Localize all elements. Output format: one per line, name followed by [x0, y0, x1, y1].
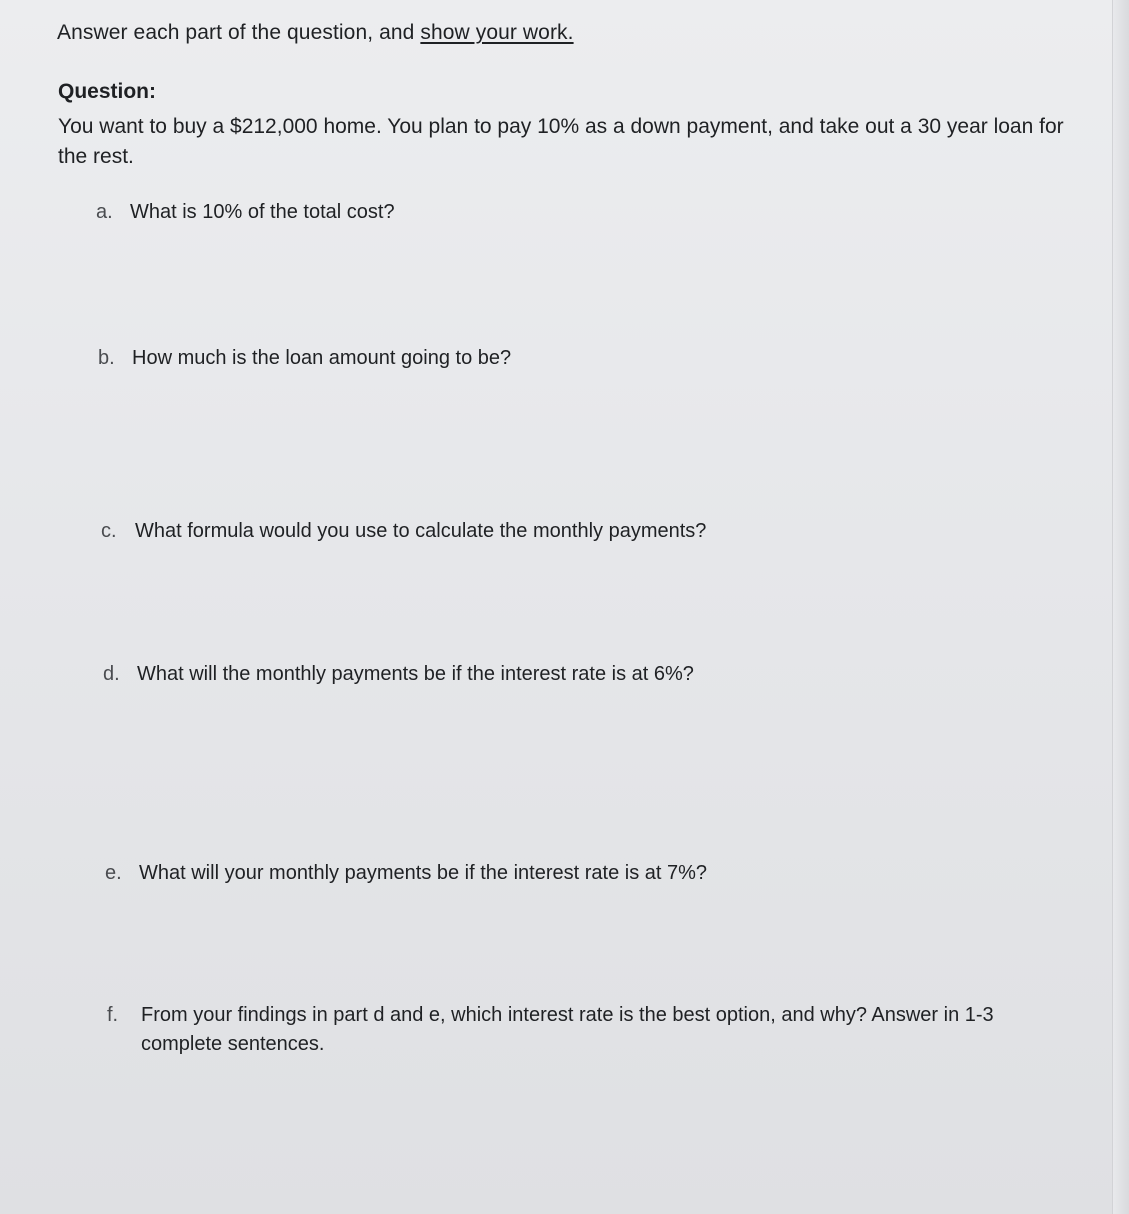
part-letter: c. — [101, 520, 117, 542]
part-text: What will your monthly payments be if the interest rate is at 7%? — [139, 862, 708, 884]
question-part-d — [103, 660, 803, 690]
part-text: How much is the loan amount going to be? — [132, 347, 512, 369]
question-part-b — [98, 344, 698, 374]
question-part-f — [107, 1001, 1067, 1061]
part-letter: f. — [107, 1004, 119, 1026]
part-text: What will the monthly payments be if the interest rate is at 6%? — [137, 663, 694, 685]
question-body: You want to buy a $212,000 home. You plan to pay 10% as a down payment, and take out a 30 year loan for the rest. — [58, 115, 1064, 168]
part-text: What is 10% of the total cost? — [130, 201, 395, 223]
show-your-work-link[interactable]: show your work. — [420, 21, 574, 44]
instructions-text: Answer each part of the question, and — [57, 21, 421, 44]
part-letter: d. — [103, 663, 120, 685]
page-right-edge — [1112, 0, 1129, 1214]
part-letter: a. — [96, 201, 113, 223]
question-part-a — [96, 198, 696, 228]
part-text: From your findings in part d and e, which interest rate is the best option, and why? Answer in 1-3 complete sentences. — [141, 1004, 994, 1055]
question-part-c — [101, 517, 801, 547]
instructions-line — [57, 21, 574, 45]
question-heading: Question: — [58, 80, 156, 103]
question-part-e — [105, 859, 805, 889]
part-letter: b. — [98, 347, 115, 369]
part-letter: e. — [105, 862, 122, 884]
part-text: What formula would you use to calculate the monthly payments? — [135, 520, 707, 542]
